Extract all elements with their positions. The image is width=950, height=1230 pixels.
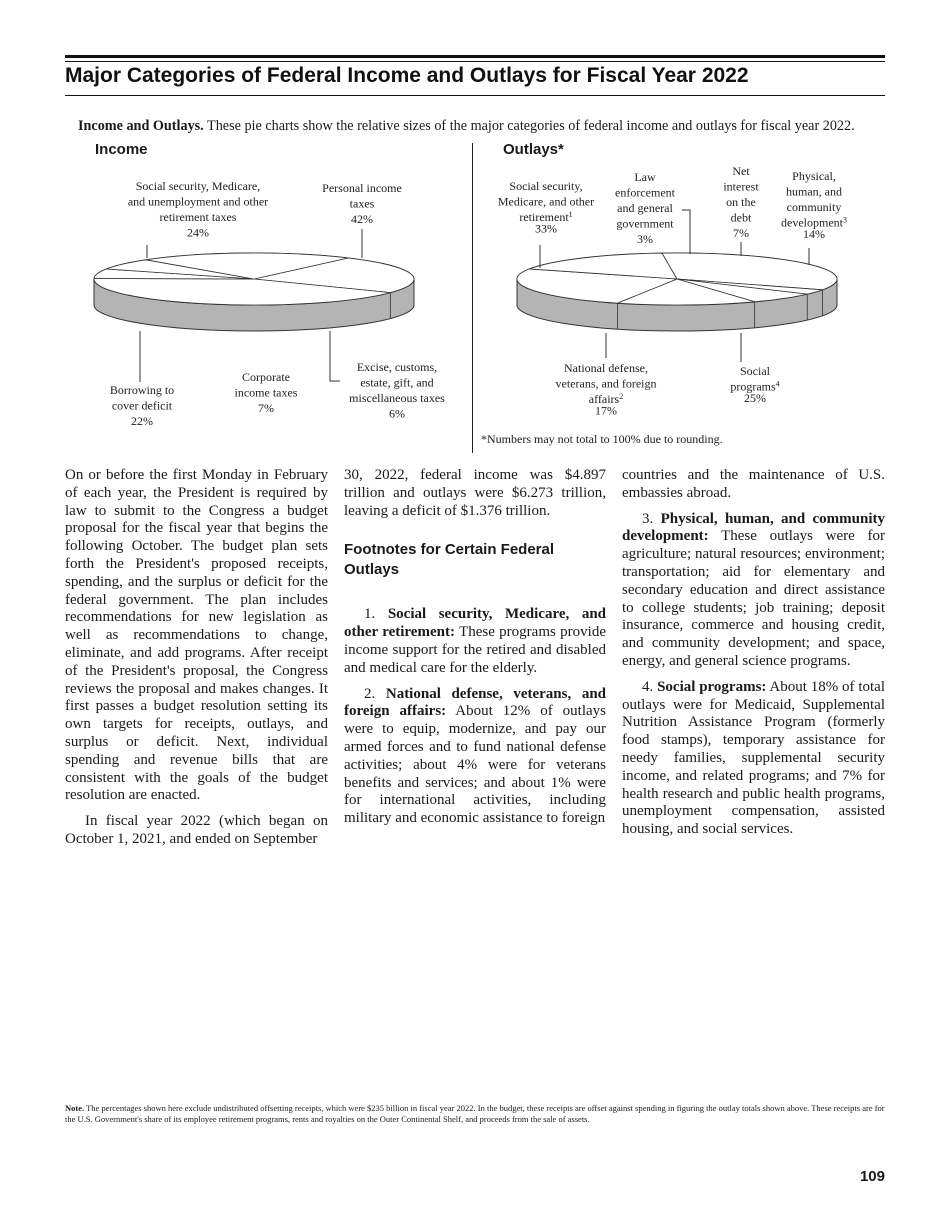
income-label-personal-pct: 42% — [351, 212, 373, 226]
outlays-label-defense-line: veterans, and foreign — [555, 376, 657, 391]
income-label-social-security-line: and unemployment and other — [127, 194, 269, 209]
footnote-1 — [344, 606, 606, 677]
outlays-label-physical-sup: 3 — [842, 215, 847, 225]
outlays-label-defense — [556, 361, 657, 418]
outlays-label-interest-line: Net — [732, 164, 750, 178]
outlays-label-law-line: enforcement — [615, 185, 675, 200]
income-pie-chart — [94, 253, 414, 331]
income-label-personal-line: Personal income — [322, 181, 402, 195]
outlays-chart-title: Outlays* — [503, 141, 564, 158]
outlays-leader-law — [682, 210, 690, 254]
income-label-excise-line: Excise, customs, — [356, 360, 438, 374]
outlays-label-physical-line: Physical, — [792, 169, 836, 183]
footnote-1-lead: Social security, Medicare, and other retirement: — [344, 606, 606, 641]
income-label-corporate-line: Corporate — [242, 370, 290, 384]
outlays-label-law-pct: 3% — [637, 232, 653, 246]
income-label-corporate-line: income taxes — [234, 385, 298, 400]
outlays-label-social-programs-sup: 4 — [775, 379, 780, 389]
footnote-3-text: These outlays were for agriculture; natural resources; environment; transportation; aid for elementary and secondary education and direct assistance to college students; job training; deposit insurance, commerce and housing credit, and community development; and space, energy, and general science programs. — [622, 528, 885, 669]
outlays-label-social-security-line: retirement — [519, 210, 569, 224]
income-label-personal — [322, 181, 402, 226]
footnote-1-text: These programs provide income support for the retired and disabled and medical care for the elderly. — [344, 624, 606, 676]
outlays-label-social-security-line: Social security, — [509, 179, 583, 193]
income-label-borrowing-line: cover deficit — [111, 398, 173, 413]
income-chart-title: Income — [95, 141, 148, 158]
footnote-2-lead: National defense, veterans, and foreign affairs: — [344, 685, 607, 720]
income-label-social-security — [128, 179, 268, 240]
income-label-excise-line: estate, gift, and — [360, 375, 434, 390]
bottom-note — [65, 1103, 885, 1125]
outlays-label-law-line: and general — [617, 201, 673, 215]
outlays-label-law-line: Law — [634, 170, 656, 184]
outlays-label-law-line: government — [616, 216, 674, 231]
footnote-3 — [622, 511, 885, 671]
footnote-4 — [622, 679, 885, 839]
intro-body-paragraph: On or before the first Monday in February of each year, the President is required by law to submit to the Congress a budget proposal for the fiscal year that begins the following October. The budget plan sets forth the President's proposed receipts, spending, and the surplus or deficit for the federal government. The plan includes recommendations for new legislation as well as recommendations to change, eliminate, and add programs. After receipt of the President's proposal, the Congress reviews the proposal and makes changes. It first passes a budget resolution setting its own targets for receipts, outlays, and surplus or deficit. Next, individual spending and revenue bills that are consistent with the goals of the budget resolution are enacted. — [65, 467, 328, 804]
outlays-label-social-programs — [730, 364, 779, 405]
income-label-corporate — [235, 370, 298, 415]
outlays-label-physical-line: development — [781, 215, 843, 230]
outlays-label-interest-line: debt — [730, 210, 752, 225]
income-label-borrowing-line: Borrowing to — [109, 383, 175, 397]
footnote-3-number: 3. — [642, 510, 654, 527]
footnote-2 — [344, 686, 606, 828]
outlays-label-interest-line: interest — [723, 179, 759, 194]
income-label-excise-line: miscellaneous taxes — [349, 391, 445, 405]
footnote-4-text: About 18% of total outlays were for Medicaid, Supplemental Nutrition Assistance Program (formerly food stamps), temporary assistance for needy families, supplemental security income, and related programs; and 7% for health research and public health programs, unemployment compensation, assisted housing, and social services. — [622, 678, 885, 838]
income-label-social-security-pct: 24% — [187, 225, 209, 240]
outlays-label-social-security-pct: 33% — [535, 221, 557, 236]
text-column-1 — [65, 467, 328, 857]
outlays-label-physical-pct: 14% — [803, 227, 825, 241]
income-label-social-security-line: retirement taxes — [159, 210, 237, 224]
note-text: The percentages shown here exclude undistributed offsetting receipts, which were $235 billion in fiscal year 2022. In the budget, these receipts are offset against spending in figuring the outlay totals shown above. These receipts are for the U.S. Government's share of its employee retirement programs, rents and royalties on the Outer Continental Shelf, and proceeds from the sale of assets. — [65, 1103, 885, 1124]
footnote-2-text: About 12% of outlays were to equip, modernize, and pay our armed forces and to fund national defense activities; about 4% were for veterans benefits and services; and about 1% were for international activities, including military and economic assistance to foreign — [344, 703, 607, 827]
income-label-borrowing — [110, 383, 174, 428]
footnote-1-number: 1. — [364, 606, 376, 623]
outlays-pie-chart — [517, 253, 837, 331]
outlays-label-physical — [781, 169, 847, 241]
footnotes-heading: Footnotes for Certain Federal Outlays — [344, 541, 555, 579]
outlays-label-interest-line: on the — [726, 195, 756, 209]
pie-charts — [0, 0, 950, 460]
outlays-label-physical-line: human, and — [786, 184, 842, 199]
fiscal-year-paragraph-cont: 30, 2022, federal income was $4.897 trillion and outlays were $6.273 trillion, leaving a deficit of $1.376 trillion. — [344, 467, 606, 519]
intro-lead: Income and Outlays. — [78, 118, 204, 134]
outlays-label-social-programs-line: Social — [740, 364, 770, 378]
footnote-2-cont: countries and the maintenance of U.S. embassies abroad. — [622, 467, 885, 501]
outlays-label-social-security-sup: 1 — [568, 210, 573, 219]
outlays-label-defense-sup: 2 — [619, 392, 624, 401]
outlays-label-defense-line: affairs — [588, 392, 620, 406]
page-title: Major Categories of Federal Income and Outlays for Fiscal Year 2022 — [65, 64, 749, 87]
fiscal-year-paragraph: In fiscal year 2022 (which began on October 1, 2021, and ended on September — [65, 813, 328, 847]
income-label-excise — [349, 360, 445, 421]
rounding-footnote: *Numbers may not total to 100% due to rounding. — [481, 432, 723, 446]
footnote-3-lead: Physical, human, and community development: — [622, 510, 886, 545]
footnote-4-number: 4. — [642, 678, 654, 695]
income-label-personal-line: taxes — [349, 196, 375, 211]
outlays-label-social-security-line: Medicare, and other — [497, 194, 595, 209]
income-leader-excise — [330, 331, 340, 381]
income-label-corporate-pct: 7% — [258, 401, 274, 415]
outlays-label-defense-line: National defense, — [564, 361, 648, 375]
text-column-3 — [622, 467, 885, 847]
text-column-2 — [344, 467, 606, 836]
income-label-social-security-line: Social security, Medicare, — [135, 179, 261, 193]
footnote-2-number: 2. — [364, 685, 376, 702]
income-label-excise-pct: 6% — [389, 406, 405, 421]
footnote-4-lead: Social programs: — [657, 678, 767, 695]
outlays-label-social-programs-pct: 25% — [744, 391, 766, 405]
outlays-label-physical-line: community — [786, 200, 842, 214]
outlays-label-social-programs-line: programs — [730, 379, 776, 394]
page-number: 109 — [859, 1168, 885, 1185]
income-label-borrowing-pct: 22% — [131, 414, 153, 428]
note-lead: Note. — [65, 1103, 85, 1113]
intro-text: These pie charts show the relative sizes of the major categories of federal income and outlays for fiscal year 2022. — [203, 118, 855, 134]
outlays-label-defense-pct: 17% — [595, 403, 617, 418]
outlays-label-social-security — [498, 179, 594, 236]
outlays-label-law — [615, 170, 676, 246]
outlays-label-interest — [723, 164, 759, 240]
outlays-label-interest-pct: 7% — [733, 226, 749, 240]
